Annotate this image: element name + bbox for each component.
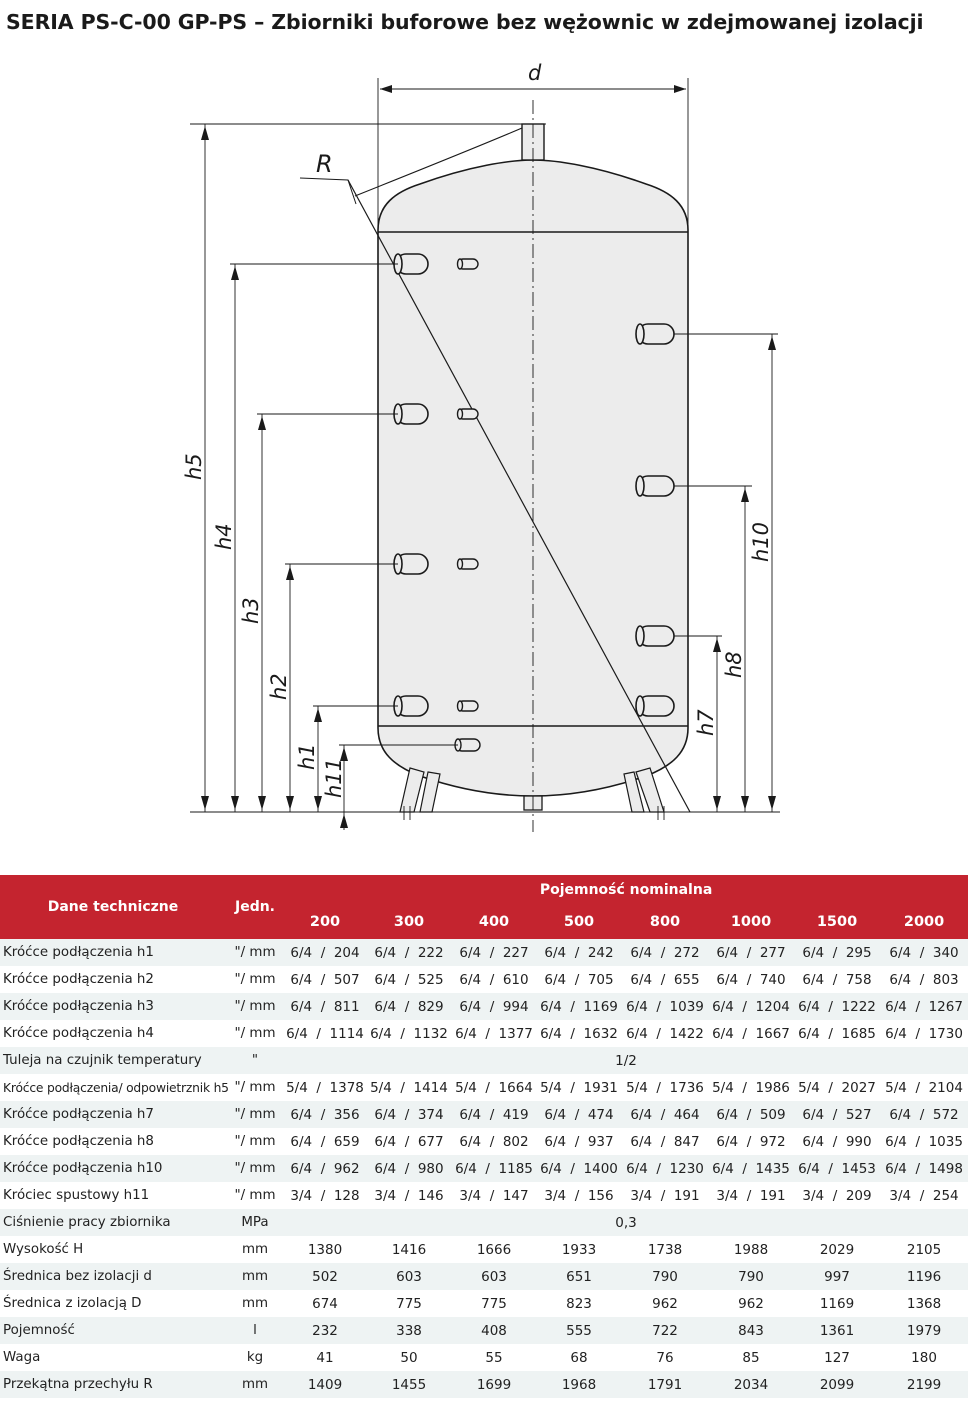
row-value: 997: [794, 1263, 880, 1290]
table-row: [0, 1128, 968, 1155]
table-row: [0, 1101, 968, 1128]
row-value: 6/4 / 990: [794, 1128, 880, 1155]
row-value: 1368: [880, 1290, 968, 1317]
row-value: 3/4 / 156: [536, 1182, 622, 1209]
row-value: 1361: [794, 1317, 880, 1344]
row-value: 3/4 / 146: [366, 1182, 452, 1209]
table-row: [0, 1020, 968, 1047]
row-value: 6/4 / 1267: [880, 993, 968, 1020]
row-value: 6/4 / 374: [366, 1101, 452, 1128]
row-label: Króćce podłączenia/ odpowietrznik h5: [0, 1074, 226, 1101]
row-label: Króćce podłączenia h8: [0, 1128, 226, 1155]
row-value: 6/4 / 340: [880, 939, 968, 966]
row-value: 1169: [794, 1290, 880, 1317]
header-capacity: 800: [622, 905, 708, 939]
row-value: 6/4 / 525: [366, 966, 452, 993]
row-value: 2029: [794, 1236, 880, 1263]
table-row: [0, 1263, 968, 1290]
row-value: 3/4 / 191: [622, 1182, 708, 1209]
row-label: Ciśnienie pracy zbiornika: [0, 1209, 226, 1236]
nozzle-left-h3: [394, 404, 428, 424]
row-value: 2199: [880, 1371, 968, 1398]
table-row: [0, 1317, 968, 1344]
label-h7: h7: [694, 709, 718, 736]
row-value: 6/4 / 829: [366, 993, 452, 1020]
table-row: [0, 1155, 968, 1182]
table-row: [0, 1344, 968, 1371]
row-value: 502: [284, 1263, 366, 1290]
row-value: 5/4 / 2104: [880, 1074, 968, 1101]
row-value: 2099: [794, 1371, 880, 1398]
row-value: 6/4 / 227: [452, 939, 536, 966]
row-value: 408: [452, 1317, 536, 1344]
table-row: [0, 1236, 968, 1263]
row-value: 1933: [536, 1236, 622, 1263]
row-value: 962: [708, 1290, 794, 1317]
row-label: Króćce podłączenia h1: [0, 939, 226, 966]
row-value: 232: [284, 1317, 366, 1344]
row-value: 6/4 / 659: [284, 1128, 366, 1155]
label-d: d: [528, 61, 542, 85]
row-value: 3/4 / 147: [452, 1182, 536, 1209]
row-value: 5/4 / 1986: [708, 1074, 794, 1101]
row-label: Pojemność: [0, 1317, 226, 1344]
row-value: 127: [794, 1344, 880, 1371]
header-capacity: 200: [284, 905, 366, 939]
label-h4: h4: [212, 523, 236, 550]
row-label: Króćce podłączenia h3: [0, 993, 226, 1020]
row-label: Tuleja na czujnik temperatury: [0, 1047, 226, 1074]
row-value: 5/4 / 1414: [366, 1074, 452, 1101]
row-label: Króćce podłączenia h10: [0, 1155, 226, 1182]
row-value: 76: [622, 1344, 708, 1371]
row-unit: "/ mm: [226, 1182, 284, 1209]
row-value: 6/4 / 1039: [622, 993, 708, 1020]
row-value: 823: [536, 1290, 622, 1317]
header-group: Pojemność nominalna: [284, 875, 968, 905]
row-value: 6/4 / 677: [366, 1128, 452, 1155]
row-label: Przekątna przechyłu R: [0, 1371, 226, 1398]
row-unit: mm: [226, 1263, 284, 1290]
header-capacity: 300: [366, 905, 452, 939]
row-value: 1968: [536, 1371, 622, 1398]
row-value: 338: [366, 1317, 452, 1344]
table-row: [0, 1182, 968, 1209]
row-value: 6/4 / 758: [794, 966, 880, 993]
table-row: [0, 966, 968, 993]
technical-data-table: [0, 875, 968, 1398]
row-label: Króciec spustowy h11: [0, 1182, 226, 1209]
row-unit: ": [226, 1047, 284, 1074]
label-h11: h11: [322, 757, 346, 798]
row-value: 180: [880, 1344, 968, 1371]
row-value: 6/4 / 937: [536, 1128, 622, 1155]
row-value: 790: [622, 1263, 708, 1290]
row-value: 55: [452, 1344, 536, 1371]
row-value: 674: [284, 1290, 366, 1317]
row-value: 1979: [880, 1317, 968, 1344]
row-value: 6/4 / 509: [708, 1101, 794, 1128]
row-value: 6/4 / 802: [452, 1128, 536, 1155]
row-value: 6/4 / 705: [536, 966, 622, 993]
row-value: 6/4 / 527: [794, 1101, 880, 1128]
row-value: 6/4 / 610: [452, 966, 536, 993]
label-h10: h10: [749, 521, 773, 562]
header-capacity: 2000: [880, 905, 968, 939]
row-value: 2034: [708, 1371, 794, 1398]
row-value: 68: [536, 1344, 622, 1371]
row-value: 790: [708, 1263, 794, 1290]
row-label: Waga: [0, 1344, 226, 1371]
row-value: 6/4 / 962: [284, 1155, 366, 1182]
row-value: 1380: [284, 1236, 366, 1263]
nozzle-left-h2: [394, 554, 428, 574]
row-value: 1791: [622, 1371, 708, 1398]
table-row: [0, 939, 968, 966]
row-unit: mm: [226, 1236, 284, 1263]
row-value: 6/4 / 222: [366, 939, 452, 966]
row-unit: "/ mm: [226, 1155, 284, 1182]
row-value: 6/4 / 1185: [452, 1155, 536, 1182]
row-value: 6/4 / 811: [284, 993, 366, 1020]
row-value: 6/4 / 1498: [880, 1155, 968, 1182]
row-value: 6/4 / 1422: [622, 1020, 708, 1047]
row-value: 1409: [284, 1371, 366, 1398]
row-value: 6/4 / 1453: [794, 1155, 880, 1182]
row-value: 6/4 / 655: [622, 966, 708, 993]
row-label: Króćce podłączenia h4: [0, 1020, 226, 1047]
row-value: 6/4 / 1632: [536, 1020, 622, 1047]
row-value: 3/4 / 128: [284, 1182, 366, 1209]
row-unit: "/ mm: [226, 1020, 284, 1047]
nozzle-left-h1: [394, 696, 428, 716]
row-unit: kg: [226, 1344, 284, 1371]
row-value: 1988: [708, 1236, 794, 1263]
row-label: Króćce podłączenia h7: [0, 1101, 226, 1128]
label-h1: h1: [295, 743, 319, 770]
label-h8: h8: [722, 651, 746, 678]
label-h3: h3: [239, 597, 263, 624]
row-value: 5/4 / 1664: [452, 1074, 536, 1101]
row-value: 6/4 / 204: [284, 939, 366, 966]
row-unit: l: [226, 1317, 284, 1344]
header-capacity: 500: [536, 905, 622, 939]
row-value: 6/4 / 1169: [536, 993, 622, 1020]
row-value: 6/4 / 980: [366, 1155, 452, 1182]
row-value: 6/4 / 1730: [880, 1020, 968, 1047]
row-value: 3/4 / 209: [794, 1182, 880, 1209]
row-value: 6/4 / 464: [622, 1101, 708, 1128]
row-value: 6/4 / 419: [452, 1101, 536, 1128]
row-value: 6/4 / 1204: [708, 993, 794, 1020]
table-row: [0, 1209, 968, 1236]
row-value: 6/4 / 507: [284, 966, 366, 993]
row-value: 603: [366, 1263, 452, 1290]
header-capacity: 1000: [708, 905, 794, 939]
label-h2: h2: [267, 673, 291, 700]
label-r: R: [316, 150, 333, 178]
row-value: 6/4 / 1114: [284, 1020, 366, 1047]
row-value: 6/4 / 474: [536, 1101, 622, 1128]
row-unit: "/ mm: [226, 1128, 284, 1155]
right-dimensions: [674, 334, 778, 812]
row-value: 775: [366, 1290, 452, 1317]
header-label: Dane techniczne: [0, 875, 226, 939]
row-value: 6/4 / 1400: [536, 1155, 622, 1182]
row-value: 3/4 / 191: [708, 1182, 794, 1209]
row-value: 1455: [366, 1371, 452, 1398]
row-unit: mm: [226, 1371, 284, 1398]
row-merged-value: 0,3: [284, 1209, 968, 1236]
tank-dimension-drawing: [0, 50, 976, 840]
row-value: 603: [452, 1263, 536, 1290]
row-value: 6/4 / 1230: [622, 1155, 708, 1182]
page-title: SERIA PS-C-00 GP-PS – Zbiorniki buforowe bez wężownic w zdejmowanej izolacji: [6, 10, 924, 34]
row-unit: MPa: [226, 1209, 284, 1236]
row-value: 41: [284, 1344, 366, 1371]
row-unit: "/ mm: [226, 993, 284, 1020]
label-h5: h5: [182, 453, 206, 480]
row-value: 651: [536, 1263, 622, 1290]
row-value: 6/4 / 994: [452, 993, 536, 1020]
row-value: 6/4 / 1377: [452, 1020, 536, 1047]
table-row: [0, 1371, 968, 1398]
row-value: 3/4 / 254: [880, 1182, 968, 1209]
row-unit: "/ mm: [226, 1101, 284, 1128]
row-value: 6/4 / 277: [708, 939, 794, 966]
row-value: 962: [622, 1290, 708, 1317]
row-value: 1699: [452, 1371, 536, 1398]
row-value: 1196: [880, 1263, 968, 1290]
row-value: 6/4 / 1435: [708, 1155, 794, 1182]
row-unit: "/ mm: [226, 1074, 284, 1101]
row-value: 722: [622, 1317, 708, 1344]
table-row: [0, 1074, 968, 1101]
row-value: 6/4 / 740: [708, 966, 794, 993]
header-capacity: 400: [452, 905, 536, 939]
row-value: 5/4 / 1378: [284, 1074, 366, 1101]
table-row: [0, 1047, 968, 1074]
row-label: Średnica bez izolacji d: [0, 1263, 226, 1290]
row-value: 1738: [622, 1236, 708, 1263]
table-row: [0, 993, 968, 1020]
row-value: 843: [708, 1317, 794, 1344]
row-value: 1416: [366, 1236, 452, 1263]
row-value: 5/4 / 1931: [536, 1074, 622, 1101]
row-value: 6/4 / 1132: [366, 1020, 452, 1047]
row-value: 6/4 / 356: [284, 1101, 366, 1128]
row-value: 6/4 / 1035: [880, 1128, 968, 1155]
row-label: Króćce podłączenia h2: [0, 966, 226, 993]
row-value: 5/4 / 1736: [622, 1074, 708, 1101]
row-unit: "/ mm: [226, 966, 284, 993]
nozzle-left-h4: [394, 254, 428, 274]
row-value: 6/4 / 847: [622, 1128, 708, 1155]
row-value: 6/4 / 572: [880, 1101, 968, 1128]
row-value: 50: [366, 1344, 452, 1371]
row-value: 6/4 / 272: [622, 939, 708, 966]
row-unit: "/ mm: [226, 939, 284, 966]
row-value: 85: [708, 1344, 794, 1371]
row-label: Średnica z izolacją D: [0, 1290, 226, 1317]
table-row: [0, 1290, 968, 1317]
row-merged-value: 1/2: [284, 1047, 968, 1074]
row-value: 6/4 / 1685: [794, 1020, 880, 1047]
row-unit: mm: [226, 1290, 284, 1317]
tank-leg-left: [400, 768, 424, 812]
row-value: 6/4 / 972: [708, 1128, 794, 1155]
row-label: Wysokość H: [0, 1236, 226, 1263]
row-value: 6/4 / 295: [794, 939, 880, 966]
row-value: 6/4 / 242: [536, 939, 622, 966]
row-value: 5/4 / 2027: [794, 1074, 880, 1101]
row-value: 6/4 / 1222: [794, 993, 880, 1020]
row-value: 775: [452, 1290, 536, 1317]
row-value: 6/4 / 803: [880, 966, 968, 993]
row-value: 6/4 / 1667: [708, 1020, 794, 1047]
row-value: 555: [536, 1317, 622, 1344]
row-value: 2105: [880, 1236, 968, 1263]
row-value: 1666: [452, 1236, 536, 1263]
header-capacity: 1500: [794, 905, 880, 939]
header-unit: Jedn.: [226, 875, 284, 939]
